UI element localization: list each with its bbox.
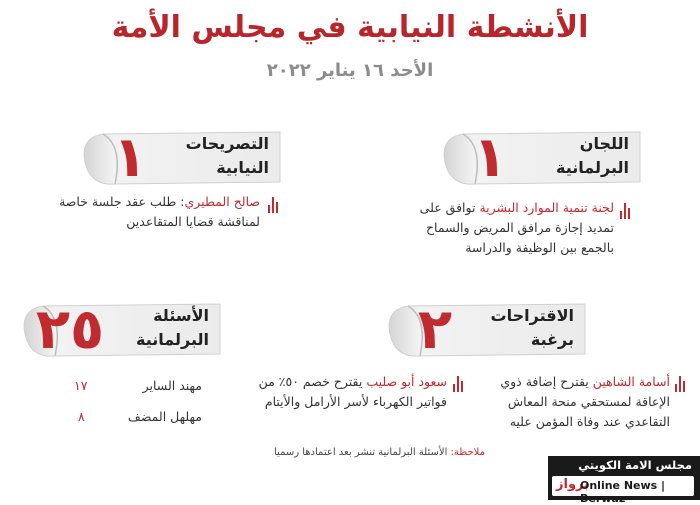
item-text: بالجمع بين الوظيفة والدراسة <box>465 240 614 255</box>
committees-count: ١ <box>472 125 508 190</box>
questions-count: ٢٥ <box>35 297 105 362</box>
berwaz-logo-mark: برواز <box>556 477 589 492</box>
heading-line-2: البرلمانية <box>136 330 209 349</box>
committees-scroll <box>435 125 645 190</box>
item-text: الإعاقة لمستحقي منحة المعاش <box>507 394 670 409</box>
member-name: صالح المطيري <box>184 194 260 209</box>
note-label: ملاحظة: <box>450 447 485 458</box>
questions-heading <box>89 304 209 352</box>
heading-line-2: البرلمانية <box>556 158 629 177</box>
member-name: سعود أبو صليب <box>366 374 447 389</box>
committee-name: لجنة تنمية الموارد البشرية <box>479 200 614 215</box>
statements-heading <box>149 132 269 180</box>
item-text: يقترح إضافة ذوي <box>500 374 593 389</box>
question-count: ٨ <box>78 409 85 424</box>
committees-item <box>324 198 614 258</box>
item-text: التقاعدي عند وفاة المؤمن عليه <box>509 414 670 429</box>
item-text: يقترح خصم ٥٠٪ من <box>258 374 367 389</box>
bars-icon <box>268 197 280 213</box>
footer-org: مجلس الامة الكويتي <box>578 458 692 472</box>
heading-line-1: الأسئلة <box>153 306 209 325</box>
page-date: الأحد ١٦ يناير ٢٠٢٢ <box>266 60 434 81</box>
question-count: ١٧ <box>74 378 88 393</box>
heading-line-1: التصريحات <box>185 134 269 153</box>
proposal-item-2 <box>237 372 447 412</box>
statements-count: ١ <box>112 125 148 190</box>
item-text: : طلب عقد جلسة خاصة <box>59 194 185 209</box>
bars-icon <box>675 376 687 392</box>
heading-line-1: اللجان <box>579 134 629 153</box>
member-name: أسامة الشاهين <box>592 374 670 389</box>
bars-icon <box>620 203 632 219</box>
item-text: تمديد إجازة مرافق المريض والسماح <box>425 220 614 235</box>
proposals-scroll <box>380 297 590 362</box>
bars-icon <box>453 376 465 392</box>
footer-site: Online News | Berwaz <box>580 479 666 505</box>
proposals-heading <box>454 304 574 352</box>
item-text: توافق على <box>419 200 480 215</box>
statements-scroll <box>75 125 285 190</box>
proposals-count: ٢ <box>417 297 453 362</box>
item-text: لمناقشة قضايا المتقاعدين <box>126 214 260 229</box>
note-text: الأسئلة البرلمانية تنشر بعد اعتمادها رسميا <box>274 447 451 458</box>
committees-heading <box>509 132 629 180</box>
question-member-name: مهند الساير <box>142 378 202 393</box>
statements-item <box>30 192 260 232</box>
heading-line-2: النيابية <box>216 158 269 177</box>
page-title: الأنشطة النيابية في مجلس الأمة <box>111 10 589 45</box>
item-text: فواتير الكهرباء لأسر الأرامل والأيتام <box>264 394 447 409</box>
question-member-name: مهلهل المضف <box>127 409 202 424</box>
questions-scroll <box>15 297 225 362</box>
note <box>274 447 485 458</box>
heading-line-1: الاقتراحات <box>490 306 574 325</box>
heading-line-2: برغبة <box>530 330 574 349</box>
